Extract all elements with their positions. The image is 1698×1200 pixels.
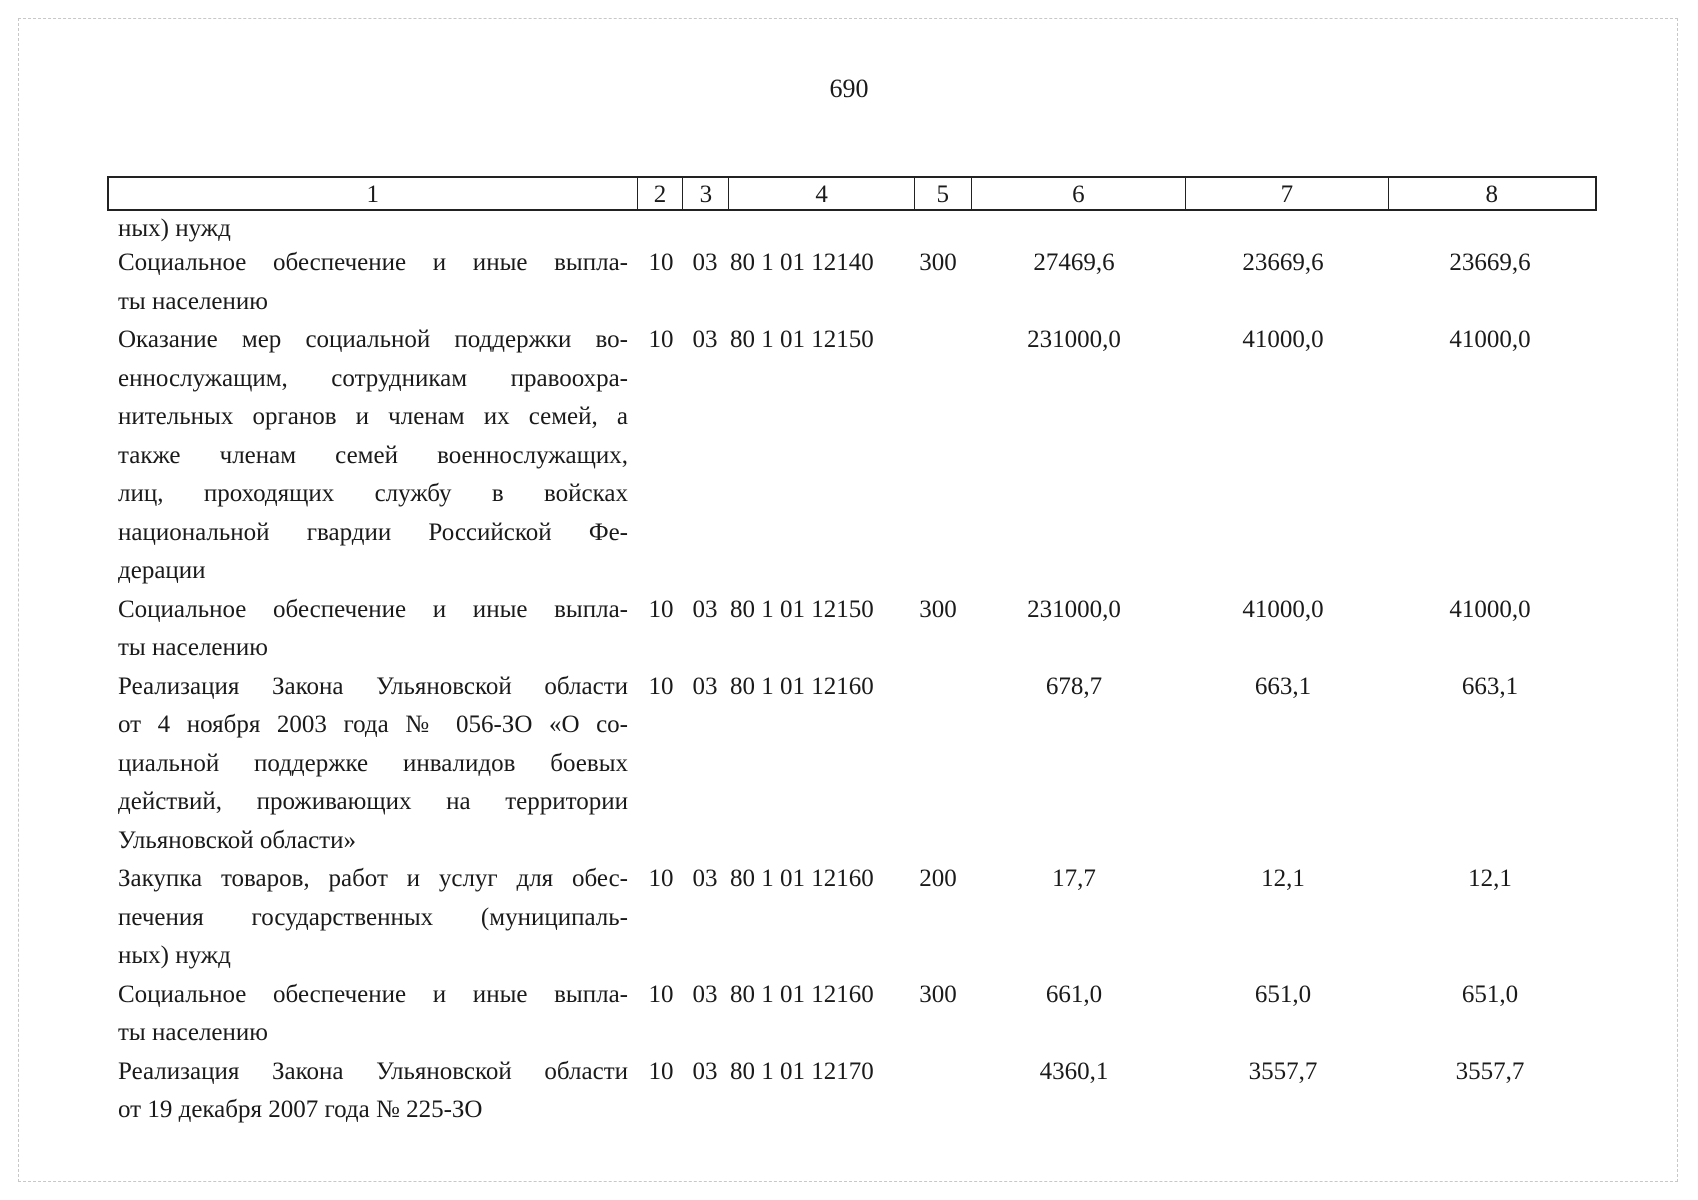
header-cell-1: 1 bbox=[109, 178, 638, 209]
description-line: ты населению bbox=[118, 287, 268, 315]
description-line: ных) нужд bbox=[118, 942, 231, 969]
table-row bbox=[118, 976, 1598, 1053]
amount-col-6: 231000,0 bbox=[1027, 326, 1121, 353]
amount-col-8: 651,0 bbox=[1461, 980, 1519, 1008]
description-line: нительных органов и членам их семей, а bbox=[118, 403, 628, 430]
amount-col-6: 17,7 bbox=[1052, 865, 1096, 892]
target-article-code: 80 1 01 12150 bbox=[730, 326, 874, 353]
target-article-code: 80 1 01 12160 bbox=[730, 980, 874, 1008]
description-line: от 19 декабря 2007 года № 225-ЗО bbox=[118, 1096, 483, 1123]
description-line: Реализация Закона Ульяновской области bbox=[118, 672, 628, 700]
amount-col-8: 23669,6 bbox=[1449, 249, 1531, 276]
amount-col-6: 678,7 bbox=[1045, 672, 1103, 700]
table-row bbox=[118, 591, 1598, 668]
table-body bbox=[118, 214, 1598, 1130]
section-code: 10 bbox=[648, 865, 674, 892]
expense-type-code: 200 bbox=[919, 865, 957, 892]
description-line: циальной поддержке инвалидов боевых bbox=[118, 749, 628, 777]
amount-col-7: 663,1 bbox=[1254, 672, 1312, 700]
description-line: ты населению bbox=[118, 1019, 268, 1046]
continuation-text: ных) нужд bbox=[118, 215, 231, 242]
amount-col-8: 12,1 bbox=[1468, 865, 1512, 892]
table-rows bbox=[118, 244, 1598, 1130]
amount-col-7: 3557,7 bbox=[1248, 1057, 1318, 1085]
amount-col-8: 3557,7 bbox=[1455, 1057, 1525, 1085]
row-description bbox=[118, 591, 628, 668]
header-cell-8: 8 bbox=[1485, 181, 1499, 208]
header-cell-4: 4 bbox=[729, 178, 915, 209]
amount-col-7: 651,0 bbox=[1254, 980, 1312, 1008]
description-line: действий, проживающих на территории bbox=[118, 788, 628, 815]
amount-col-6: 27469,6 bbox=[1033, 249, 1115, 276]
section-code: 10 bbox=[648, 595, 674, 623]
table-row bbox=[118, 321, 1598, 591]
subsection-code: 03 bbox=[692, 249, 718, 276]
section-code: 10 bbox=[648, 249, 674, 276]
row-description bbox=[118, 321, 628, 591]
description-line: печения государственных (муниципаль- bbox=[118, 903, 628, 931]
description-line: еннослужащим, сотрудникам правоохра- bbox=[118, 364, 628, 392]
table-row bbox=[118, 1053, 1598, 1130]
row-description bbox=[118, 860, 628, 976]
description-line: Социальное обеспечение и иные выпла- bbox=[118, 980, 628, 1008]
description-line: Закупка товаров, работ и услуг для обес- bbox=[118, 865, 628, 892]
description-line: лиц, проходящих службу в войсках bbox=[118, 480, 628, 507]
description-line: дерации bbox=[118, 557, 206, 584]
description-line: ты населению bbox=[118, 634, 268, 661]
header-cell-6: 6 bbox=[972, 178, 1186, 209]
subsection-code: 03 bbox=[692, 672, 718, 700]
description-line: национальной гвардии Российской Фе- bbox=[118, 518, 628, 546]
amount-col-7: 41000,0 bbox=[1242, 326, 1324, 353]
description-line: Ульяновской области» bbox=[118, 826, 356, 854]
section-code: 10 bbox=[648, 1057, 674, 1085]
row-description bbox=[118, 1053, 628, 1130]
amount-col-7: 41000,0 bbox=[1242, 595, 1324, 623]
description-line: Оказание мер социальной поддержки во- bbox=[118, 326, 628, 353]
description-line: Социальное обеспечение и иные выпла- bbox=[118, 249, 628, 276]
description-line: Социальное обеспечение и иные выпла- bbox=[118, 595, 628, 623]
target-article-code: 80 1 01 12140 bbox=[730, 249, 874, 276]
target-article-code: 80 1 01 12150 bbox=[730, 595, 874, 623]
subsection-code: 03 bbox=[692, 326, 718, 353]
amount-col-7: 23669,6 bbox=[1242, 249, 1324, 276]
expense-type-code: 300 bbox=[919, 595, 957, 623]
amount-col-6: 4360,1 bbox=[1039, 1057, 1109, 1085]
page-number: 690 bbox=[829, 74, 869, 103]
amount-col-8: 41000,0 bbox=[1449, 595, 1531, 623]
header-cell-2: 2 bbox=[638, 178, 684, 209]
target-article-code: 80 1 01 12170 bbox=[730, 1057, 874, 1085]
table-row bbox=[118, 244, 1598, 321]
header-cell-3: 3 bbox=[683, 178, 729, 209]
subsection-code: 03 bbox=[692, 980, 718, 1008]
subsection-code: 03 bbox=[692, 595, 718, 623]
row-description bbox=[118, 244, 628, 321]
amount-col-6: 661,0 bbox=[1045, 980, 1103, 1008]
amount-col-8: 41000,0 bbox=[1449, 326, 1531, 353]
amount-col-8: 663,1 bbox=[1461, 672, 1519, 700]
amount-col-6: 231000,0 bbox=[1027, 595, 1121, 623]
table-row bbox=[118, 860, 1598, 976]
subsection-code: 03 bbox=[692, 865, 718, 892]
amount-col-7: 12,1 bbox=[1261, 865, 1305, 892]
subsection-code: 03 bbox=[692, 1057, 718, 1085]
expense-type-code: 300 bbox=[919, 249, 957, 276]
table-header bbox=[107, 176, 1597, 211]
header-cell-7: 7 bbox=[1186, 178, 1388, 209]
description-line: от 4 ноября 2003 года № 056-ЗО «О со- bbox=[118, 711, 628, 738]
row-description bbox=[118, 668, 628, 861]
section-code: 10 bbox=[648, 326, 674, 353]
description-line: Реализация Закона Ульяновской области bbox=[118, 1057, 628, 1085]
section-code: 10 bbox=[648, 672, 674, 700]
table-row bbox=[118, 668, 1598, 861]
expense-type-code: 300 bbox=[919, 980, 957, 1008]
row-description bbox=[118, 976, 628, 1053]
header-cell-5: 5 bbox=[915, 178, 972, 209]
section-code: 10 bbox=[648, 980, 674, 1008]
target-article-code: 80 1 01 12160 bbox=[730, 672, 874, 700]
target-article-code: 80 1 01 12160 bbox=[730, 865, 874, 892]
description-line: также членам семей военнослужащих, bbox=[118, 441, 628, 469]
